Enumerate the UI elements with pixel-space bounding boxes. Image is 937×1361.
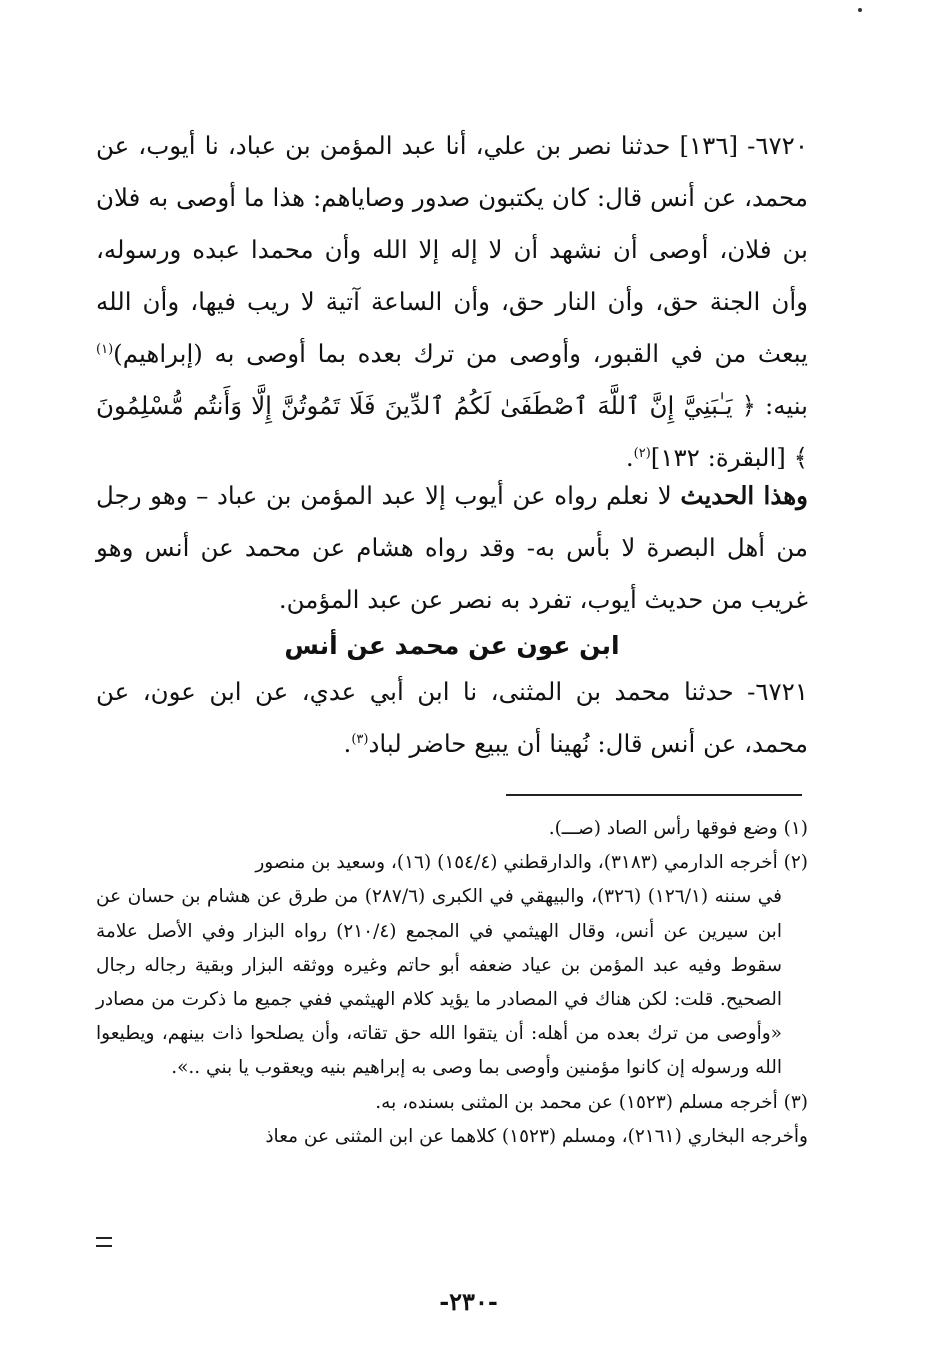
footnote-3-second-line: وأخرجه البخاري (٢١٦١)، ومسلم (١٥٢٣) كلاهما عن ابن المثنى عن معاذ xyxy=(265,1125,808,1147)
footnote-3-first-line: (٣) أخرجه مسلم (١٥٢٣) عن محمد بن المثنى بسنده، به. xyxy=(375,1091,808,1113)
hadith-6721-end: . xyxy=(343,729,352,758)
footnote-ref-2[interactable]: (٢) xyxy=(633,445,651,461)
footnote-1: (١) وضع فوقها رأس الصاد (صـــ). xyxy=(548,818,808,839)
continuation-mark xyxy=(96,1237,112,1247)
hadith-6721-paragraph xyxy=(96,666,808,770)
hadith-6720-text xyxy=(96,120,808,484)
commentary-text xyxy=(96,470,808,626)
hadith-6721-body: ٦٧٢١- حدثنا محمد بن المثنى، نا ابن أبي عدي، عن ابن عون، عن محمد، عن أنس قال: نُهينا أن يبيع حاضر لباد xyxy=(96,677,808,758)
hadith-6720-paragraph xyxy=(96,120,808,484)
hadith-6721-text xyxy=(96,666,808,770)
commentary-lead: وهذا الحديث xyxy=(680,481,808,510)
hadith-6720-quran-verse: بنيه: ﴿ يَـٰبَنِيَّ إِنَّ ٱللَّهَ ٱصْطَفَىٰ لَكُمُ ٱلدِّينَ فَلَا تَمُوتُنَّ إِلَّا وَأَنتُم مُّسْلِمُونَ ﴾ [البقرة: ١٣٢] xyxy=(96,391,808,472)
footnote-2-first-line: (٢) أخرجه الدارمي (٣١٨٣)، والدارقطني (١٥٤/٤) (١٦)، وسعيد بن منصور xyxy=(255,852,808,874)
page-number: -٢٣٠- xyxy=(439,1287,498,1316)
corner-dot xyxy=(858,8,862,12)
footnote-ref-1[interactable]: (١) xyxy=(96,341,114,357)
hadith-6720-end: . xyxy=(625,443,634,472)
hadith-6720-body: حدثنا نصر بن علي، أنا عبد المؤمن بن عباد، نا أيوب، عن محمد، عن أنس قال: كان يكتبون صدور وصاياهم: هذا ما أوصى به فلان بن فلان، أوصى أن نشهد أن لا إله إلا الله وأن محمدا عبده ورسوله، وأن الجنة حق، وأن النار حق، وأن الساعة آتية لا ريب فيها، وأن الله يبعث من في القبور، وأوصى من ترك بعده بما أوصى به (إبراهيم) xyxy=(96,131,808,368)
footnote-divider xyxy=(506,794,802,796)
footnote-ref-3[interactable]: (٣) xyxy=(351,731,369,747)
footnote-2-continuation: في سننه (١٢٦/١) (٣٢٦)، والبيهقي في الكبرى (٢٨٧/٦) من طرق عن هشام بن حسان عن ابن سيرين عن أنس، وقال الهيثمي في المجمع (٢١٠/٤) رواه البزار وفي الأصل علامة سقوط وفيه عبد المؤمن بن عياد ضعفه أبو حاتم وغيره ووثقه البزار وبقية رجاله رجال الصحيح. قلت: لكن هناك في المصادر ما يؤيد كلام الهيثمي ففي جميع ما ذكرت من مصادر «وأوصى من ترك بعده من أهله: أن يتقوا الله حق تقاته، وأن يصلحوا ذات بينهم، ويطيعوا الله ورسوله إن كانوا مؤمنين وأوصى بما وصى به إبراهيم بنيه ويعقوب يا بني ..». xyxy=(96,886,782,1079)
commentary-paragraph xyxy=(96,470,808,626)
commentary-body: لا نعلم رواه عن أيوب إلا عبد المؤمن بن عباد – وهو رجل من أهل البصرة لا بأس به- وقد رواه هشام عن محمد عن أنس وهو غريب من حديث أيوب، تفرد به نصر عن عبد المؤمن. xyxy=(96,481,808,614)
hadith-6720-number: ٦٧٢٠- [١٣٦] xyxy=(679,131,808,160)
footnotes-section xyxy=(96,812,808,1154)
section-heading: ابن عون عن محمد عن أنس xyxy=(284,631,620,660)
